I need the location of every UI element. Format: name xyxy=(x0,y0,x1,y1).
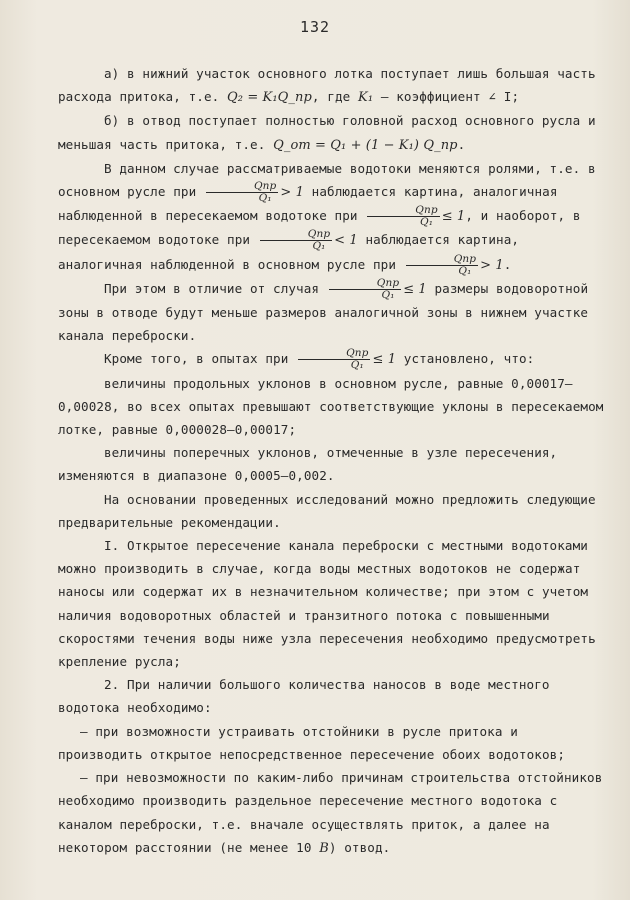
paragraph-transverse-slopes: величины поперечных уклонов, отмеченные в узле пересечения, изменяются в диапазоне 0,0005–0,002. xyxy=(58,445,558,484)
inequality: ≤ 1 xyxy=(441,209,466,225)
text: – коэффициент ∠ I; xyxy=(380,89,520,105)
text: . xyxy=(457,136,466,152)
formula: Q₂ = K₁Q_пр xyxy=(227,90,312,106)
inequality: ≤ 1 xyxy=(403,281,427,297)
inequality: < 1 xyxy=(334,233,358,249)
recommendation-2-item-2 xyxy=(58,766,604,860)
text: ) отвод. xyxy=(328,839,391,855)
paragraph-eddy-zone xyxy=(58,277,604,348)
text: . xyxy=(503,256,512,272)
formula: Q_от = Q₁ + (1 − K₁) Q_пр xyxy=(273,137,458,153)
text: В данном случае рассматриваемые водотоки меняются ролями, т.е. в основном русле при xyxy=(58,160,596,200)
fraction: $\frac{\text{Qпр}}{\text{Q₁}}$ xyxy=(298,348,370,371)
fraction: $\frac{\text{Qпр}}{\text{Q₁}}$ xyxy=(260,229,332,252)
recommendation-2: 2. При наличии большого количества наносов в воде местного водотока необходимо: xyxy=(58,677,550,716)
page-number: 132 xyxy=(299,18,331,36)
paragraph-longitudinal-slopes: величины продольных уклонов в основном русле, равные 0,00017–0,00028, во всех опытах превышают соответствующие уклоны в пересекаемом лотке, равные 0,000028–0,00017; xyxy=(58,375,604,438)
text: При этом в отличие от случая xyxy=(104,280,320,296)
fraction: $\frac{\text{Qпр}}{\text{Q₁}}$ xyxy=(329,278,401,301)
inequality: ≤ 1 xyxy=(372,352,397,368)
text: Кроме того, в опытах при xyxy=(104,351,289,367)
text: – при невозможности по каким-либо причинам строительства отстойников необходимо производить раздельное пересечение местного водотока с каналом переброски, т.е. вначале осуществлять приток, а далее на некотором расстоянии (не менее 10 xyxy=(58,770,603,855)
text: а) в нижний участок основного лотка поступает лишь большая часть расхода притока, т.е. xyxy=(58,66,596,105)
text: наблюдается картина, аналогичная наблюденной в пересекаемом водотоке при xyxy=(58,184,558,224)
text: , где xyxy=(311,89,351,105)
recommendation-2-item-1: – при возможности устраивать отстойники в русле притока и производить открытое непосредственное пересечение обоих водотоков; xyxy=(58,723,566,762)
document-body xyxy=(58,62,604,860)
unit-symbol: B xyxy=(319,840,329,856)
text: , и наоборот, в пересекаемом водотоке при xyxy=(58,208,581,248)
text: установлено, что: xyxy=(403,351,535,367)
paragraph-findings xyxy=(58,347,604,371)
paragraph-a xyxy=(58,62,604,109)
fraction: $\frac{\text{Qпр}}{\text{Q₁}}$ xyxy=(406,254,478,277)
text: наблюдается картина, аналогичная наблюденной в основном русле при xyxy=(58,232,520,272)
recommendation-1: I. Открытое пересечение канала переброски с местными водотоками можно производить в случае, когда воды местных водотоков не содержат наносы или содержат их в незначительном количестве; при этом с учетом наличия водоворотных областей и транзитного потока с повышенными скоростями течения воды ниже узла пересечения необходимо предусмотреть крепление русла; xyxy=(58,538,596,670)
text: б) в отвод поступает полностью головной расход основного русла и меньшая часть притока, т.е. xyxy=(58,113,596,152)
coefficient-symbol: K₁ xyxy=(358,90,374,106)
fraction: $\frac{\text{Qпр}}{\text{Q₁}}$ xyxy=(206,181,278,204)
inequality: > 1 xyxy=(480,257,504,273)
text: размеры водоворотной зоны в отводе будут меньше размеров аналогичной зоны в нижнем участке канала переброски. xyxy=(58,280,589,344)
inequality: > 1 xyxy=(280,185,304,201)
fraction: $\frac{\text{Qпр}}{\text{Q₁}}$ xyxy=(367,205,439,228)
paragraph-recommendations-intro: На основании проведенных исследований можно предложить следующие предварительные рекомендации. xyxy=(58,491,596,530)
paragraph-b xyxy=(58,109,604,156)
paragraph-roles xyxy=(58,157,604,277)
